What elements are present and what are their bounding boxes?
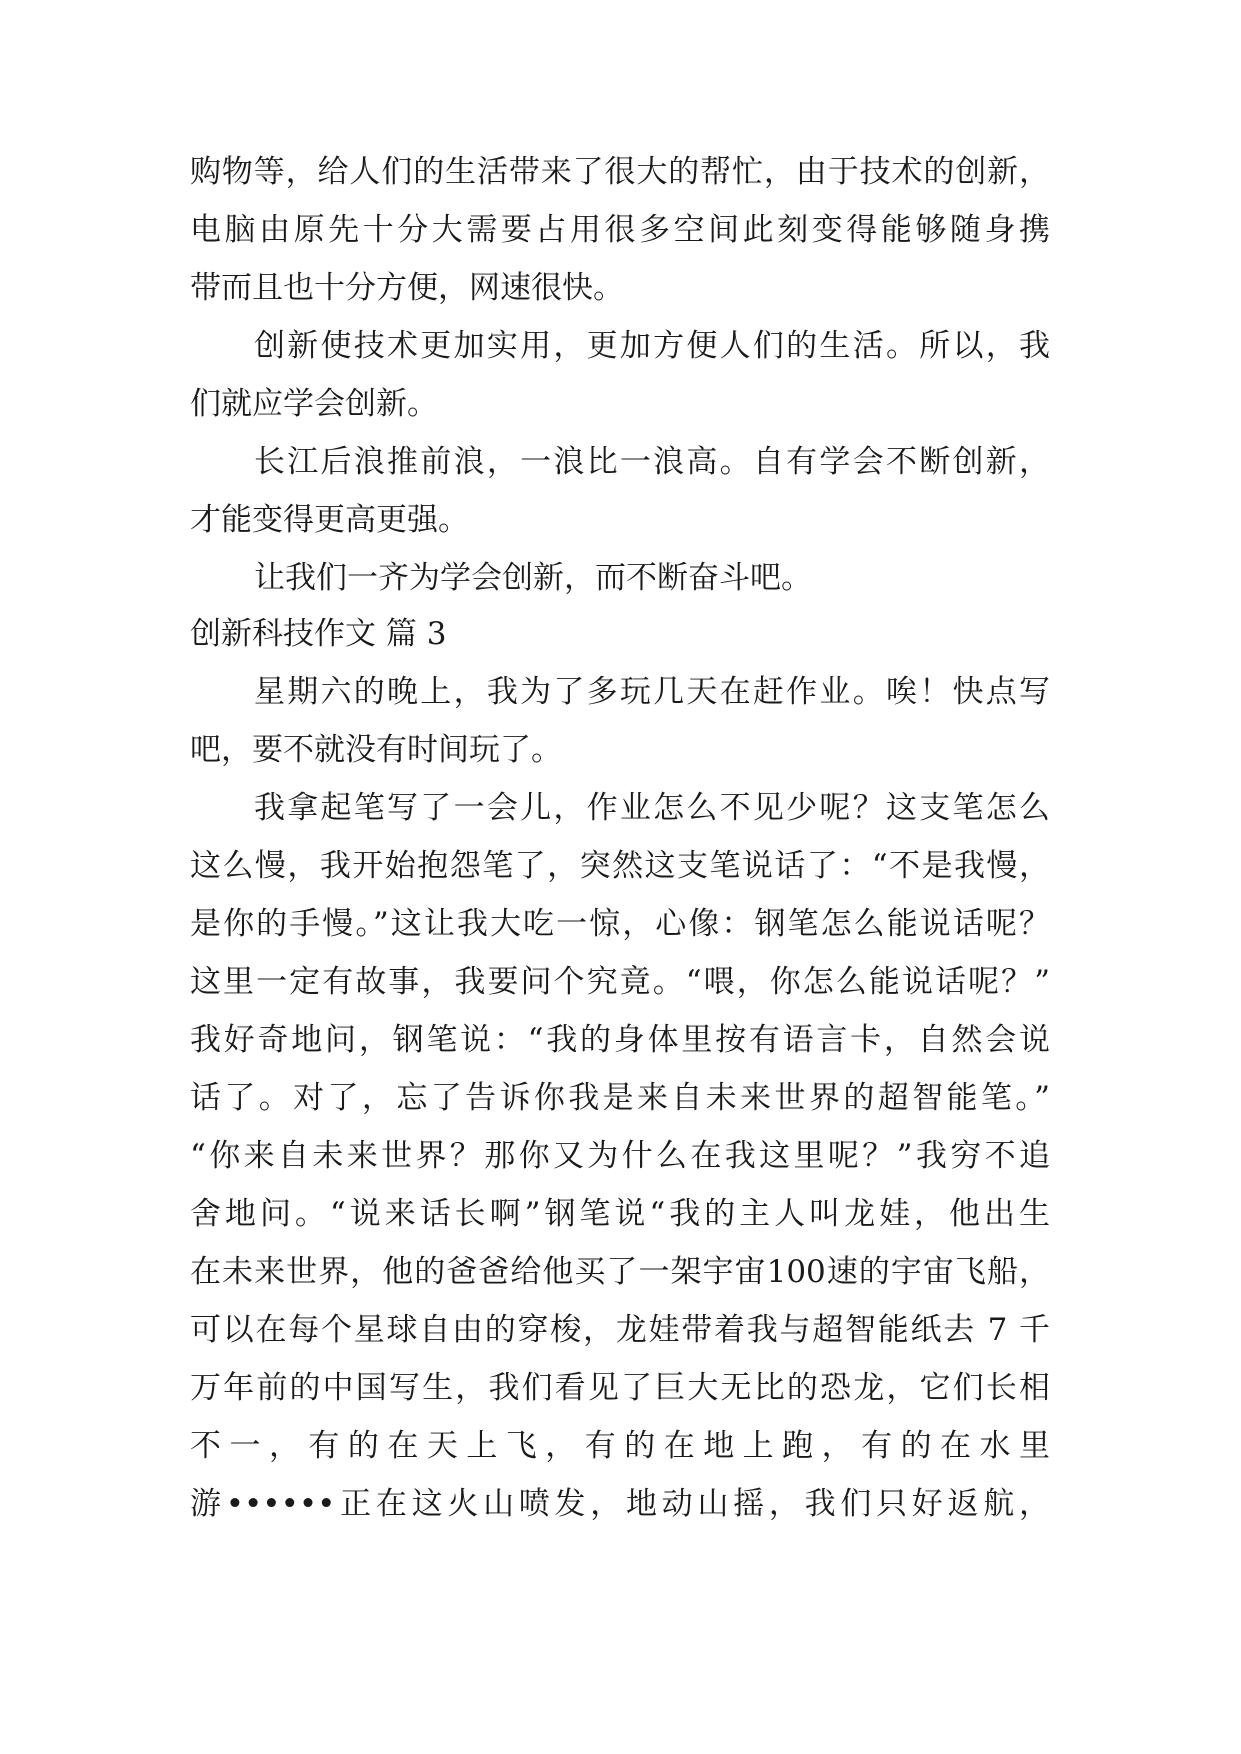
- text-line: 万年前的中国写生，我们看见了巨大无比的恐龙，它们长相: [190, 1370, 1050, 1406]
- text-line: 话了。对了，忘了告诉你我是来自未来世界的超智能笔。”: [190, 1080, 1050, 1116]
- text-line: 让我们一齐为学会创新，而不断奋斗吧。: [254, 560, 812, 596]
- text-line: 才能变得更高更强。: [190, 502, 469, 538]
- text-line: 在未来世界，他的爸爸给他买了一架宇宙100速的宇宙飞船，: [190, 1254, 1050, 1290]
- text-line: 带而且也十分方便，网速很快。: [190, 270, 624, 306]
- text-line: 电脑由原先十分大需要占用很多空间此刻变得能够随身携: [190, 212, 1050, 248]
- text-line: 我好奇地问，钢笔说：“我的身体里按有语言卡，自然会说: [190, 1022, 1050, 1058]
- text-line: 长江后浪推前浪，一浪比一浪高。自有学会不断创新，: [254, 444, 1050, 480]
- text-line: 购物等，给人们的生活带来了很大的帮忙，由于技术的创新，: [190, 154, 1050, 190]
- section-heading: 创新科技作文 篇 3: [190, 616, 447, 652]
- text-line: 我拿起笔写了一会儿，作业怎么不见少呢？这支笔怎么: [254, 790, 1050, 826]
- text-line: 舍地问。“说来话长啊”钢笔说“我的主人叫龙娃，他出生: [190, 1196, 1050, 1232]
- text-line: 们就应学会创新。: [190, 386, 438, 422]
- text-line: 游••••••正在这火山喷发，地动山摇，我们只好返航，: [190, 1486, 1050, 1522]
- text-line: 这么慢，我开始抱怨笔了，突然这支笔说话了：“不是我慢，: [190, 848, 1050, 884]
- text-line: 吧，要不就没有时间玩了。: [190, 732, 562, 768]
- text-line: “你来自未来世界？那你又为什么在我这里呢？”我穷不追: [190, 1138, 1050, 1174]
- text-line: 星期六的晚上，我为了多玩几天在赶作业。唉！快点写: [254, 674, 1050, 710]
- text-line: 是你的手慢。”这让我大吃一惊，心像：钢笔怎么能说话呢？: [190, 906, 1050, 942]
- text-line: 这里一定有故事，我要问个究竟。“喂，你怎么能说话呢？”: [190, 964, 1050, 1000]
- text-line: 创新使技术更加实用，更加方便人们的生活。所以，我: [254, 328, 1050, 364]
- text-line: 可以在每个星球自由的穿梭，龙娃带着我与超智能纸去 7 千: [190, 1312, 1050, 1348]
- text-line: 不一，有的在天上飞，有的在地上跑，有的在水里: [190, 1428, 1050, 1464]
